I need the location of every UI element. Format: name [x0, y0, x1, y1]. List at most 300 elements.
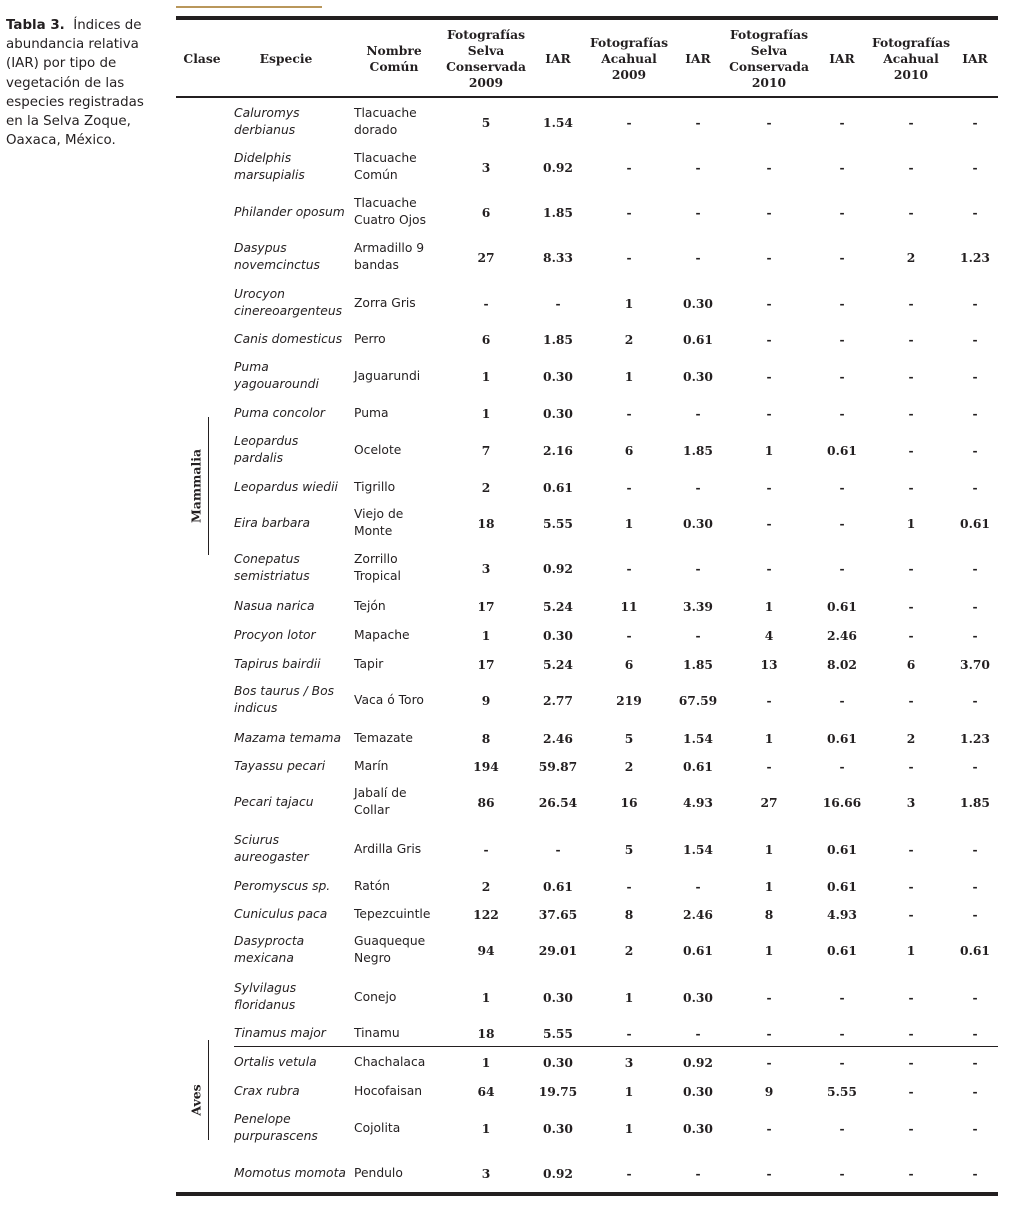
iar-acahual-2010-cell: 0.61: [960, 942, 990, 958]
iar-acahual-2009-cell: 1.54: [683, 841, 713, 857]
header-iar-2: IAR: [685, 51, 711, 66]
iar-acahual-2009-cell: -: [695, 1165, 701, 1181]
iar-selva-2010-cell: 8.02: [827, 656, 857, 672]
iar-selva-2010-cell: -: [839, 1120, 845, 1136]
species-cell: Didelphis marsupialis: [234, 151, 305, 182]
iar-acahual-2010-cell: -: [972, 758, 978, 774]
iar-acahual-2010-cell: 0.61: [960, 515, 990, 531]
iar-acahual-2010-cell: 3.70: [960, 656, 990, 672]
fotos-acahual-2010-cell: -: [908, 405, 914, 421]
iar-acahual-2010-cell: -: [972, 560, 978, 576]
common-name-cell: Mapache: [354, 627, 410, 642]
iar-selva-2010-cell: 4.93: [827, 906, 857, 922]
fotos-selva-2010-cell: -: [766, 1120, 772, 1136]
table-row: [176, 621, 998, 649]
decorative-gold-rule: [176, 6, 322, 8]
header-nombre-comun: Nombre Común: [366, 43, 422, 74]
fotos-acahual-2009-cell: 2: [624, 758, 634, 774]
common-name-cell: Tepezcuintle: [354, 906, 431, 921]
common-name-cell: Cojolita: [354, 1120, 401, 1135]
header-iar-3: IAR: [829, 51, 855, 66]
fotos-acahual-2010-cell: -: [908, 878, 914, 894]
fotos-acahual-2009-cell: -: [626, 627, 632, 643]
fotos-acahual-2009-cell: 2: [624, 331, 634, 347]
table-row: [176, 473, 998, 501]
iar-selva-2010-cell: 0.61: [827, 442, 857, 458]
common-name-cell: Hocofaisan: [354, 1083, 423, 1098]
species-cell: Bos taurus / Bos indicus: [234, 684, 335, 715]
fotos-acahual-2010-cell: -: [908, 692, 914, 708]
iar-acahual-2009-cell: 0.61: [683, 331, 713, 347]
fotos-acahual-2009-cell: -: [626, 159, 632, 175]
fotos-selva-2010-cell: -: [766, 989, 772, 1005]
table-row: [176, 872, 998, 900]
table-row: [176, 325, 998, 353]
fotos-selva-2009-cell: -: [483, 841, 489, 857]
table-row: [176, 752, 998, 780]
fotos-selva-2009-cell: 2: [481, 878, 491, 894]
fotos-acahual-2009-cell: 1: [624, 989, 634, 1005]
fotos-selva-2009-cell: 3: [481, 560, 491, 576]
fotos-acahual-2009-cell: 2: [624, 942, 634, 958]
common-name-cell: Puma: [354, 405, 389, 420]
iar-acahual-2010-cell: -: [972, 442, 978, 458]
fotos-acahual-2009-cell: 16: [620, 794, 638, 810]
table-row: [176, 928, 998, 972]
iar-selva-2009-cell: 2.77: [543, 692, 573, 708]
fotos-acahual-2010-cell: 2: [906, 249, 916, 265]
species-cell: Dasypus novemcinctus: [234, 241, 320, 272]
header-fotografias-selva-2010: Fotografías Selva Conservada 2010: [729, 27, 809, 90]
iar-selva-2009-cell: 0.61: [543, 479, 573, 495]
fotos-acahual-2009-cell: 1: [624, 368, 634, 384]
common-name-cell: Jaguarundi: [354, 368, 421, 383]
fotos-acahual-2009-cell: -: [626, 560, 632, 576]
common-name-cell: Tinamu: [354, 1025, 400, 1040]
iar-selva-2010-cell: -: [839, 204, 845, 220]
iar-acahual-2009-cell: 0.30: [683, 515, 713, 531]
common-name-cell: Marín: [354, 758, 389, 773]
iar-acahual-2010-cell: 1.85: [960, 794, 990, 810]
iar-selva-2009-cell: 5.55: [543, 515, 573, 531]
fotos-selva-2010-cell: 1: [764, 442, 774, 458]
fotos-acahual-2010-cell: -: [908, 1083, 914, 1099]
fotos-acahual-2010-cell: -: [908, 598, 914, 614]
iar-selva-2009-cell: 0.61: [543, 878, 573, 894]
iar-selva-2009-cell: 0.30: [543, 1120, 573, 1136]
iar-selva-2009-cell: 19.75: [538, 1083, 578, 1099]
iar-acahual-2010-cell: -: [972, 295, 978, 311]
iar-selva-2009-cell: 59.87: [538, 758, 578, 774]
table-top-rule: [176, 16, 998, 20]
fotos-selva-2009-cell: 27: [477, 249, 495, 265]
species-cell: Philander oposum: [234, 204, 345, 219]
iar-selva-2009-cell: 0.30: [543, 405, 573, 421]
fotos-selva-2009-cell: 1: [481, 405, 491, 421]
fotos-acahual-2009-cell: 5: [624, 841, 634, 857]
iar-selva-2009-cell: 1.85: [543, 331, 573, 347]
fotos-acahual-2009-cell: -: [626, 204, 632, 220]
table-row: [176, 679, 998, 721]
fotos-selva-2009-cell: 1: [481, 1054, 491, 1070]
species-cell: Peromyscus sp.: [234, 878, 331, 893]
iar-selva-2009-cell: 0.92: [543, 159, 573, 175]
iar-selva-2010-cell: -: [839, 159, 845, 175]
fotos-acahual-2009-cell: -: [626, 1025, 632, 1041]
iar-selva-2009-cell: 0.92: [543, 560, 573, 576]
class-label-mammalia: Mammalia: [188, 448, 204, 524]
table-row: [176, 592, 998, 620]
iar-selva-2009-cell: 5.24: [543, 598, 573, 614]
fotos-selva-2010-cell: -: [766, 114, 772, 130]
fotos-selva-2010-cell: -: [766, 159, 772, 175]
common-name-cell: Guaqueque Negro: [354, 934, 426, 965]
fotos-selva-2010-cell: -: [766, 479, 772, 495]
fotos-selva-2010-cell: -: [766, 515, 772, 531]
iar-selva-2009-cell: 26.54: [538, 794, 578, 810]
fotos-acahual-2010-cell: -: [908, 1120, 914, 1136]
fotos-selva-2010-cell: -: [766, 692, 772, 708]
iar-selva-2010-cell: -: [839, 331, 845, 347]
iar-acahual-2010-cell: -: [972, 1025, 978, 1041]
iar-selva-2010-cell: 16.66: [822, 794, 862, 810]
common-name-cell: Pendulo: [354, 1165, 403, 1180]
fotos-acahual-2010-cell: -: [908, 331, 914, 347]
iar-acahual-2010-cell: -: [972, 878, 978, 894]
iar-acahual-2010-cell: -: [972, 906, 978, 922]
fotos-acahual-2010-cell: 3: [906, 794, 916, 810]
species-cell: Ortalis vetula: [234, 1054, 317, 1069]
common-name-cell: Perro: [354, 331, 386, 346]
iar-selva-2010-cell: -: [839, 479, 845, 495]
fotos-acahual-2010-cell: -: [908, 442, 914, 458]
iar-acahual-2010-cell: -: [972, 159, 978, 175]
fotos-selva-2010-cell: -: [766, 204, 772, 220]
iar-selva-2010-cell: -: [839, 368, 845, 384]
table-row: [176, 429, 998, 471]
iar-selva-2009-cell: 2.46: [543, 730, 573, 746]
fotos-acahual-2009-cell: 1: [624, 515, 634, 531]
iar-selva-2010-cell: -: [839, 295, 845, 311]
fotos-selva-2010-cell: -: [766, 249, 772, 265]
iar-acahual-2009-cell: 0.30: [683, 368, 713, 384]
fotos-acahual-2010-cell: 1: [906, 942, 916, 958]
iar-acahual-2009-cell: -: [695, 204, 701, 220]
table-row: [176, 355, 998, 397]
common-name-cell: Tapir: [354, 656, 384, 671]
fotos-acahual-2009-cell: 1: [624, 1083, 634, 1099]
iar-selva-2010-cell: 0.61: [827, 878, 857, 894]
iar-selva-2010-cell: 0.61: [827, 841, 857, 857]
species-cell: Caluromys derbianus: [234, 106, 300, 137]
iar-selva-2009-cell: 0.30: [543, 627, 573, 643]
species-cell: Conepatus semistriatus: [234, 552, 310, 583]
species-cell: Pecari tajacu: [234, 794, 314, 809]
fotos-selva-2009-cell: 1: [481, 989, 491, 1005]
fotos-selva-2009-cell: 18: [477, 1025, 495, 1041]
iar-selva-2009-cell: 0.30: [543, 368, 573, 384]
fotos-selva-2009-cell: 1: [481, 1120, 491, 1136]
iar-selva-2010-cell: -: [839, 989, 845, 1005]
table-row: [176, 781, 998, 823]
fotos-selva-2009-cell: 9: [481, 692, 491, 708]
fotos-selva-2009-cell: 8: [481, 730, 491, 746]
fotos-selva-2010-cell: 1: [764, 942, 774, 958]
iar-selva-2009-cell: 0.92: [543, 1165, 573, 1181]
iar-acahual-2009-cell: 1.54: [683, 730, 713, 746]
iar-selva-2010-cell: -: [839, 560, 845, 576]
table-row: [176, 1106, 998, 1150]
class-label-aves: Aves: [188, 1084, 204, 1116]
iar-acahual-2010-cell: 1.23: [960, 249, 990, 265]
fotos-acahual-2009-cell: 219: [616, 692, 642, 708]
iar-selva-2010-cell: -: [839, 515, 845, 531]
iar-acahual-2010-cell: -: [972, 598, 978, 614]
iar-selva-2010-cell: 2.46: [827, 627, 857, 643]
fotos-selva-2010-cell: 1: [764, 598, 774, 614]
species-cell: Penelope purpurascens: [234, 1112, 318, 1143]
fotos-selva-2010-cell: -: [766, 405, 772, 421]
table-row: [176, 724, 998, 752]
fotos-selva-2010-cell: 1: [764, 841, 774, 857]
fotos-selva-2009-cell: -: [483, 295, 489, 311]
iar-acahual-2009-cell: -: [695, 878, 701, 894]
fotos-acahual-2010-cell: -: [908, 1054, 914, 1070]
iar-selva-2010-cell: 0.61: [827, 598, 857, 614]
species-cell: Leopardus wiedii: [234, 479, 338, 494]
common-name-cell: Viejo de Monte: [354, 507, 404, 538]
fotos-acahual-2009-cell: 8: [624, 906, 634, 922]
fotos-acahual-2009-cell: 3: [624, 1054, 634, 1070]
iar-acahual-2009-cell: 0.30: [683, 1120, 713, 1136]
common-name-cell: Ardilla Gris: [354, 841, 422, 856]
iar-acahual-2010-cell: -: [972, 368, 978, 384]
fotos-selva-2010-cell: 9: [764, 1083, 774, 1099]
fotos-acahual-2009-cell: -: [626, 114, 632, 130]
fotos-selva-2010-cell: 1: [764, 730, 774, 746]
fotos-acahual-2010-cell: -: [908, 1165, 914, 1181]
header-fotografias-acahual-2009: Fotografías Acahual 2009: [589, 35, 669, 82]
caption-label: Tabla 3.: [6, 18, 65, 33]
table-row: [176, 502, 998, 544]
fotos-selva-2010-cell: -: [766, 1054, 772, 1070]
iar-selva-2010-cell: -: [839, 405, 845, 421]
table-row: [176, 547, 998, 589]
iar-selva-2009-cell: 1.85: [543, 204, 573, 220]
fotos-acahual-2010-cell: -: [908, 841, 914, 857]
iar-acahual-2009-cell: -: [695, 405, 701, 421]
table-row: [176, 1152, 998, 1194]
iar-acahual-2009-cell: 3.39: [683, 598, 713, 614]
fotos-selva-2009-cell: 1: [481, 627, 491, 643]
fotos-acahual-2009-cell: -: [626, 249, 632, 265]
fotos-acahual-2010-cell: -: [908, 479, 914, 495]
table-row: [176, 146, 998, 188]
iar-selva-2010-cell: 0.61: [827, 942, 857, 958]
species-cell: Sciurus aureogaster: [234, 833, 309, 864]
iar-selva-2009-cell: 2.16: [543, 442, 573, 458]
fotos-acahual-2010-cell: 1: [906, 515, 916, 531]
common-name-cell: Jabalí de Collar: [354, 786, 407, 817]
table-row: [176, 828, 998, 870]
fotos-selva-2009-cell: 6: [481, 204, 491, 220]
header-fotografias-acahual-2010: Fotografías Acahual 2010: [871, 35, 951, 82]
iar-acahual-2009-cell: 1.85: [683, 656, 713, 672]
iar-acahual-2009-cell: 67.59: [678, 692, 718, 708]
fotos-selva-2010-cell: 4: [764, 627, 774, 643]
header-fotografias-selva-2009: Fotografías Selva Conservada 2009: [446, 27, 526, 90]
fotos-selva-2010-cell: -: [766, 295, 772, 311]
fotos-selva-2010-cell: -: [766, 368, 772, 384]
fotos-selva-2010-cell: 8: [764, 906, 774, 922]
fotos-acahual-2010-cell: -: [908, 1025, 914, 1041]
species-cell: Eira barbara: [234, 515, 311, 530]
common-name-cell: Zorrillo Tropical: [354, 552, 401, 583]
fotos-selva-2009-cell: 122: [473, 906, 499, 922]
species-cell: Canis domesticus: [234, 331, 343, 346]
iar-acahual-2010-cell: -: [972, 989, 978, 1005]
iar-selva-2010-cell: 5.55: [827, 1083, 857, 1099]
fotos-acahual-2010-cell: -: [908, 627, 914, 643]
iar-selva-2009-cell: -: [555, 295, 561, 311]
species-cell: Leopardus pardalis: [234, 434, 299, 465]
fotos-selva-2009-cell: 5: [481, 114, 491, 130]
fotos-selva-2009-cell: 6: [481, 331, 491, 347]
iar-selva-2009-cell: 37.65: [538, 906, 578, 922]
iar-acahual-2009-cell: 0.92: [683, 1054, 713, 1070]
iar-acahual-2009-cell: -: [695, 560, 701, 576]
fotos-selva-2009-cell: 86: [477, 794, 495, 810]
fotos-selva-2010-cell: -: [766, 1165, 772, 1181]
fotos-acahual-2010-cell: -: [908, 204, 914, 220]
fotos-acahual-2009-cell: -: [626, 405, 632, 421]
iar-selva-2010-cell: -: [839, 1025, 845, 1041]
iar-acahual-2010-cell: -: [972, 692, 978, 708]
table-row: [176, 1020, 998, 1046]
species-cell: Momotus momota: [234, 1165, 346, 1180]
iar-selva-2010-cell: -: [839, 692, 845, 708]
common-name-cell: Tlacuache Cuatro Ojos: [354, 196, 426, 227]
iar-acahual-2009-cell: -: [695, 114, 701, 130]
table-row: [176, 236, 998, 278]
species-cell: Mazama temama: [234, 730, 341, 745]
iar-acahual-2010-cell: -: [972, 479, 978, 495]
iar-selva-2010-cell: -: [839, 758, 845, 774]
iar-selva-2010-cell: 0.61: [827, 730, 857, 746]
iar-acahual-2009-cell: -: [695, 479, 701, 495]
species-cell: Urocyon cinereoargenteus: [234, 287, 343, 318]
iar-acahual-2009-cell: 0.61: [683, 942, 713, 958]
caption-text: Índices de abundancia relativa (IAR) por tipo de vegetación de las especies registradas en la Selva Zoque, Oaxaca, México.: [6, 18, 144, 149]
common-name-cell: Conejo: [354, 989, 397, 1004]
species-cell: Dasyprocta mexicana: [234, 934, 305, 965]
fotos-acahual-2009-cell: 1: [624, 295, 634, 311]
fotos-acahual-2010-cell: -: [908, 758, 914, 774]
common-name-cell: Armadillo 9 bandas: [354, 241, 425, 272]
iar-acahual-2010-cell: -: [972, 114, 978, 130]
common-name-cell: Tlacuache dorado: [354, 106, 417, 137]
fotos-selva-2010-cell: -: [766, 560, 772, 576]
fotos-selva-2009-cell: 94: [477, 942, 495, 958]
iar-acahual-2009-cell: 0.30: [683, 295, 713, 311]
iar-acahual-2010-cell: -: [972, 1165, 978, 1181]
aves-separator-rule: [234, 1046, 998, 1047]
fotos-selva-2010-cell: 27: [760, 794, 778, 810]
iar-acahual-2010-cell: -: [972, 1054, 978, 1070]
iar-acahual-2009-cell: 0.61: [683, 758, 713, 774]
fotos-selva-2010-cell: -: [766, 331, 772, 347]
table-row: [176, 900, 998, 928]
iar-acahual-2010-cell: -: [972, 204, 978, 220]
common-name-cell: Tlacuache Común: [354, 151, 417, 182]
species-cell: Procyon lotor: [234, 627, 316, 642]
header-especie: Especie: [259, 51, 313, 66]
iar-selva-2010-cell: -: [839, 114, 845, 130]
fotos-selva-2009-cell: 17: [477, 598, 495, 614]
fotos-acahual-2010-cell: 6: [906, 656, 916, 672]
iar-acahual-2010-cell: -: [972, 1083, 978, 1099]
fotos-acahual-2009-cell: -: [626, 1165, 632, 1181]
common-name-cell: Chachalaca: [354, 1054, 426, 1069]
iar-acahual-2010-cell: -: [972, 841, 978, 857]
fotos-acahual-2010-cell: -: [908, 114, 914, 130]
species-cell: Cuniculus paca: [234, 906, 328, 921]
table-row: [176, 1048, 998, 1076]
common-name-cell: Tejón: [354, 598, 386, 613]
header-iar-4: IAR: [962, 51, 988, 66]
fotos-selva-2009-cell: 3: [481, 1165, 491, 1181]
iar-selva-2009-cell: -: [555, 841, 561, 857]
species-cell: Tapirus bairdii: [234, 656, 321, 671]
iar-selva-2009-cell: 0.30: [543, 989, 573, 1005]
common-name-cell: Vaca ó Toro: [354, 692, 424, 707]
iar-acahual-2009-cell: 4.93: [683, 794, 713, 810]
fotos-acahual-2009-cell: 5: [624, 730, 634, 746]
fotos-selva-2010-cell: -: [766, 758, 772, 774]
fotos-selva-2009-cell: 194: [473, 758, 499, 774]
iar-acahual-2009-cell: -: [695, 627, 701, 643]
fotos-acahual-2009-cell: 11: [620, 598, 638, 614]
fotos-selva-2009-cell: 18: [477, 515, 495, 531]
fotos-acahual-2010-cell: -: [908, 159, 914, 175]
fotos-selva-2010-cell: 13: [760, 656, 778, 672]
fotos-acahual-2010-cell: 2: [906, 730, 916, 746]
species-cell: Puma yagouaroundi: [234, 360, 319, 391]
common-name-cell: Tigrillo: [354, 479, 396, 494]
fotos-selva-2009-cell: 17: [477, 656, 495, 672]
fotos-acahual-2010-cell: -: [908, 906, 914, 922]
iar-acahual-2009-cell: 2.46: [683, 906, 713, 922]
table-caption: [6, 16, 156, 150]
iar-acahual-2009-cell: -: [695, 159, 701, 175]
species-cell: Nasua narica: [234, 598, 315, 613]
header-iar-1: IAR: [545, 51, 571, 66]
fotos-acahual-2010-cell: -: [908, 295, 914, 311]
fotos-acahual-2010-cell: -: [908, 560, 914, 576]
iar-selva-2009-cell: 29.01: [538, 942, 578, 958]
fotos-acahual-2009-cell: -: [626, 878, 632, 894]
species-cell: Sylvilagus floridanus: [234, 981, 297, 1012]
table-row: [176, 101, 998, 143]
iar-selva-2009-cell: 1.54: [543, 114, 573, 130]
iar-acahual-2010-cell: -: [972, 1120, 978, 1136]
iar-acahual-2009-cell: 0.30: [683, 989, 713, 1005]
iar-acahual-2009-cell: -: [695, 249, 701, 265]
header-clase: Clase: [183, 51, 221, 66]
iar-selva-2010-cell: -: [839, 1054, 845, 1070]
table-row: [176, 399, 998, 427]
fotos-acahual-2009-cell: 1: [624, 1120, 634, 1136]
